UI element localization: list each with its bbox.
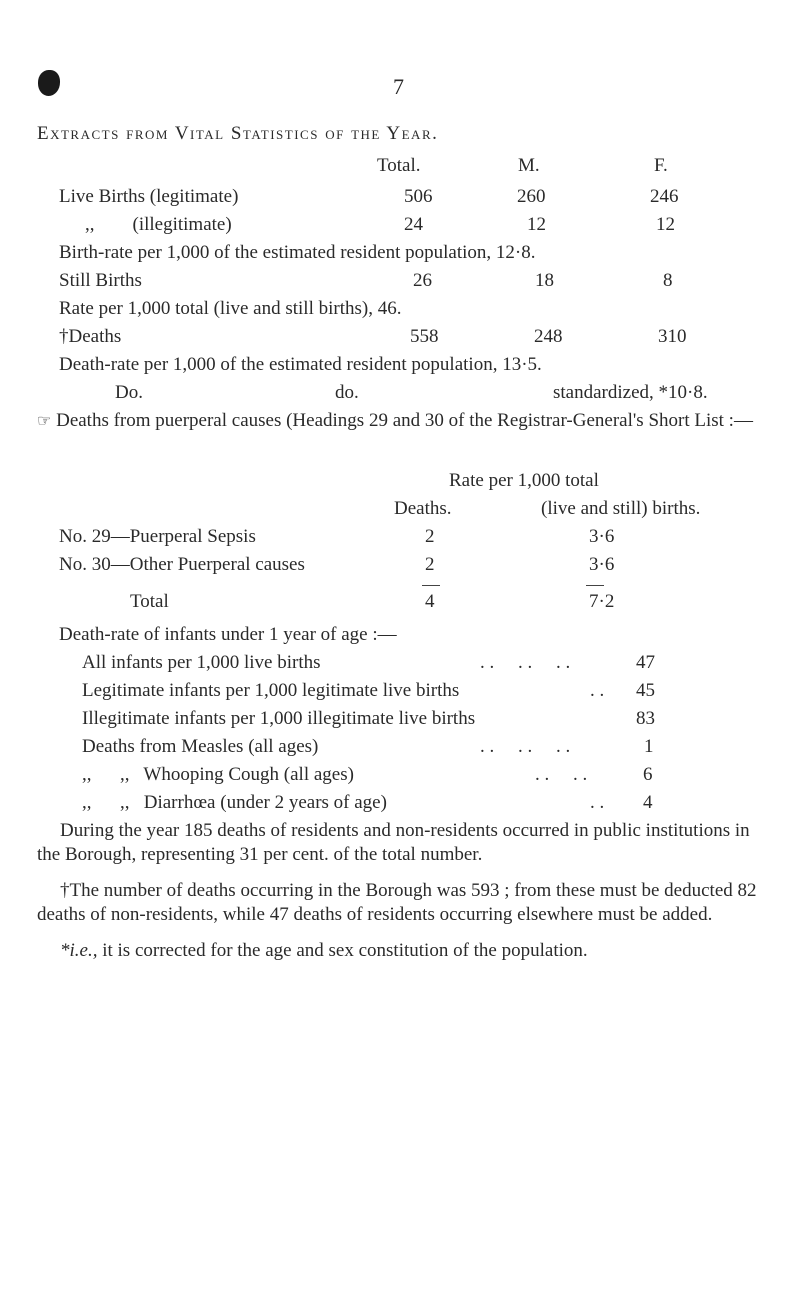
death-rate: Death-rate per 1,000 of the estimated resident population, 13·5. [59,354,542,375]
infant-row-label: Illegitimate infants per 1,000 illegitimate live births [82,708,476,729]
infant-row-label: Deaths from Measles (all ages) [82,736,319,757]
page-heading: Extracts from Vital Statistics of the Year. [37,123,439,144]
puerperal-deaths-header: Deaths. [394,498,452,519]
still-births-rate: Rate per 1,000 total (live and still births), 46. [59,298,402,319]
col-total-header: Total. [377,155,421,176]
infant-row-leader: . . [590,792,605,813]
infant-death-rate-heading: Death-rate of infants under 1 year of age :— [59,624,397,645]
live-births-legitimate-label: Live Births (legitimate) [59,186,239,207]
puerperal-total-rate: 7·2 [589,591,615,612]
puerperal-row-deaths: 2 [425,526,435,547]
live-births-illegitimate-f: 12 [656,214,675,235]
deaths-label: †Deaths [59,326,122,347]
infant-row-label: ,, ,, Whooping Cough (all ages) [82,764,354,785]
puerperal-row-deaths: 2 [425,554,435,575]
infant-row-value: 4 [643,792,653,813]
deaths-m: 248 [534,326,563,347]
puerperal-intro-text: Deaths from puerperal causes (Headings 29 and 30 of the Registrar-General's Short List :— [56,410,753,431]
deaths-f: 310 [658,326,687,347]
live-births-legitimate-f: 246 [650,186,679,207]
still-births-label: Still Births [59,270,142,291]
death-rate-standardized: standardized, *10·8. [553,382,708,403]
live-births-legitimate-m: 260 [517,186,546,207]
infant-row-value: 6 [643,764,653,785]
deaths-total: 558 [410,326,439,347]
puerperal-row-label: No. 30—Other Puerperal causes [59,554,305,575]
total-rule-rate [586,585,604,586]
still-births-total: 26 [413,270,432,291]
dagger-footnote: †The number of deaths occurring in the Borough was 593 ; from these must be deducted 82 deaths of non-residents, while 47 deaths of residents occurring elsewhere must be added. [37,880,757,925]
infant-row-value: 45 [636,680,655,701]
col-f-header: F. [654,155,668,176]
pointing-hand-icon: ☞ [37,413,52,430]
col-m-header: M. [518,155,540,176]
puerperal-row-rate: 3·6 [589,554,615,575]
infant-row-value: 1 [644,736,654,757]
infant-row-label: ,, ,, Diarrhœa (under 2 years of age) [82,792,387,813]
star-footnote-text: it is corrected for the age and sex constitution of the population. [97,940,588,961]
puerperal-row-label: No. 29—Puerperal Sepsis [59,526,256,547]
live-births-illegitimate-m: 12 [527,214,546,235]
infant-row-value: 47 [636,652,655,673]
puerperal-total-label: Total [130,591,169,612]
star-footnote [37,939,772,963]
ink-blot [38,70,60,96]
infant-row-leader: . . . . . . [480,736,571,757]
infant-row-value: 83 [636,708,655,729]
infant-row-label: Legitimate infants per 1,000 legitimate live births [82,680,460,701]
total-rule-deaths [422,585,440,586]
death-rate-do: Do. [115,382,143,403]
infant-row-leader: . . [590,680,605,701]
live-births-legitimate-total: 506 [404,186,433,207]
live-births-illegitimate-total: 24 [404,214,423,235]
puerperal-intro [37,409,772,434]
infant-row-leader: . . . . . . [480,652,571,673]
death-rate-do-ditto: do. [335,382,359,403]
live-births-illegitimate-label: ,, (illegitimate) [85,214,232,235]
puerperal-row-rate: 3·6 [589,526,615,547]
still-births-m: 18 [535,270,554,291]
infant-row-leader: . . . . [535,764,588,785]
institutions-note: During the year 185 deaths of residents and non-residents occurred in public institutions in the Borough, representing 31 per cent. of the total number. [37,820,750,865]
infant-row-label: All infants per 1,000 live births [82,652,321,673]
puerperal-total-deaths: 4 [425,591,435,612]
star-footnote-prefix: *i.e., [60,940,98,961]
birth-rate: Birth-rate per 1,000 of the estimated resident population, 12·8. [59,242,536,263]
puerperal-rate-header-1: Rate per 1,000 total [449,470,599,491]
puerperal-rate-header-2: (live and still) births. [541,498,701,519]
still-births-f: 8 [663,270,673,291]
page-number: 7 [393,74,404,99]
